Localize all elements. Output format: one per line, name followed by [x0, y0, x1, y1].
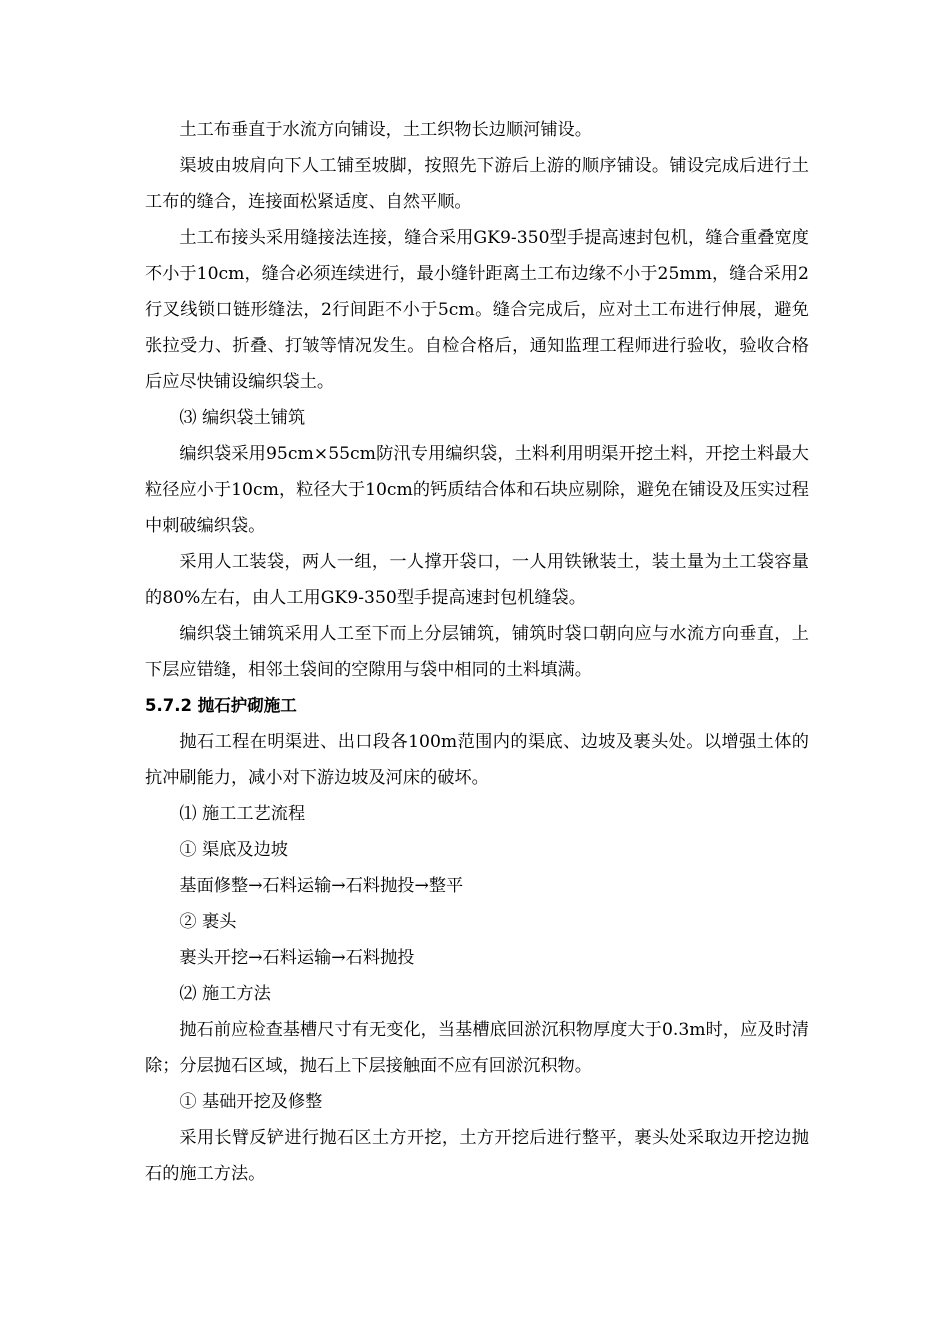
section-heading-riprap: 5.7.2 抛石护砌施工	[145, 696, 297, 715]
paragraph-pre-riprap-check: 抛石前应检查基槽尺寸有无变化，当基槽底回淤沉积物厚度大于0.3m时，应及时清除；分层抛石区域，抛石上下层接触面不应有回淤沉积物。	[145, 1020, 809, 1076]
flow-channel-bottom: 基面修整→石料运输→石料抛投→整平	[179, 876, 464, 896]
paragraph-riprap-scope: 抛石工程在明渠进、出口段各100m范围内的渠底、边坡及裹头处。以增强土体的抗冲刷能力，减小对下游边坡及河床的破坏。	[145, 732, 809, 788]
subheading-construction-method: ⑵ 施工方法	[179, 984, 271, 1004]
paragraph-seam-joining: 土工布接头采用缝接法连接，缝合采用GK9-350型手提高速封包机，缝合重叠宽度不小于10cm，缝合必须连续进行，最小缝针距离土工布边缘不小于25mm，缝合采用2行叉线锁口链形缝法，2行间距不小于5cm。缝合完成后，应对土工布进行伸展，避免张拉受力、折叠、打皱等情况发生。自检合格后，通知监理工程师进行验收，验收合格后应尽快铺设编织袋土。	[145, 228, 809, 392]
paragraph-geotextile-direction: 土工布垂直于水流方向铺设，土工织物长边顺河铺设。	[179, 120, 592, 140]
paragraph-slope-laying: 渠坡由坡肩向下人工铺至坡脚，按照先下游后上游的顺序铺设。铺设完成后进行土工布的缝合，连接面松紧适度、自然平顺。	[145, 156, 809, 212]
flow-head: 裹头开挖→石料运输→石料抛投	[179, 948, 415, 968]
paragraph-manual-bagging: 采用人工装袋，两人一组，一人撑开袋口，一人用铁锹装土，装土量为土工袋容量的80%左右，由人工用GK9-350型手提高速封包机缝袋。	[145, 552, 809, 608]
list-item-channel-bottom: ① 渠底及边坡	[179, 840, 288, 860]
document-page	[145, 112, 809, 1192]
paragraph-excavation-method: 采用长臂反铲进行抛石区土方开挖，土方开挖后进行整平，裹头处采取边开挖边抛石的施工方法。	[145, 1128, 809, 1184]
subheading-woven-bag-fill: ⑶ 编织袋土铺筑	[179, 408, 306, 428]
subheading-process-flow: ⑴ 施工工艺流程	[179, 804, 306, 824]
paragraph-woven-bag-spec: 编织袋采用95cm×55cm防汛专用编织袋，土料利用明渠开挖土料，开挖土料最大粒径应小于10cm，粒径大于10cm的钙质结合体和石块应剔除，避免在铺设及压实过程中刺破编织袋。	[145, 444, 809, 536]
paragraph-layered-laying: 编织袋土铺筑采用人工至下而上分层铺筑，铺筑时袋口朝向应与水流方向垂直，上下层应错缝，相邻土袋间的空隙用与袋中相同的土料填满。	[145, 624, 809, 680]
list-item-head: ② 裹头	[179, 912, 237, 932]
list-item-foundation-excavation: ① 基础开挖及修整	[179, 1092, 323, 1112]
